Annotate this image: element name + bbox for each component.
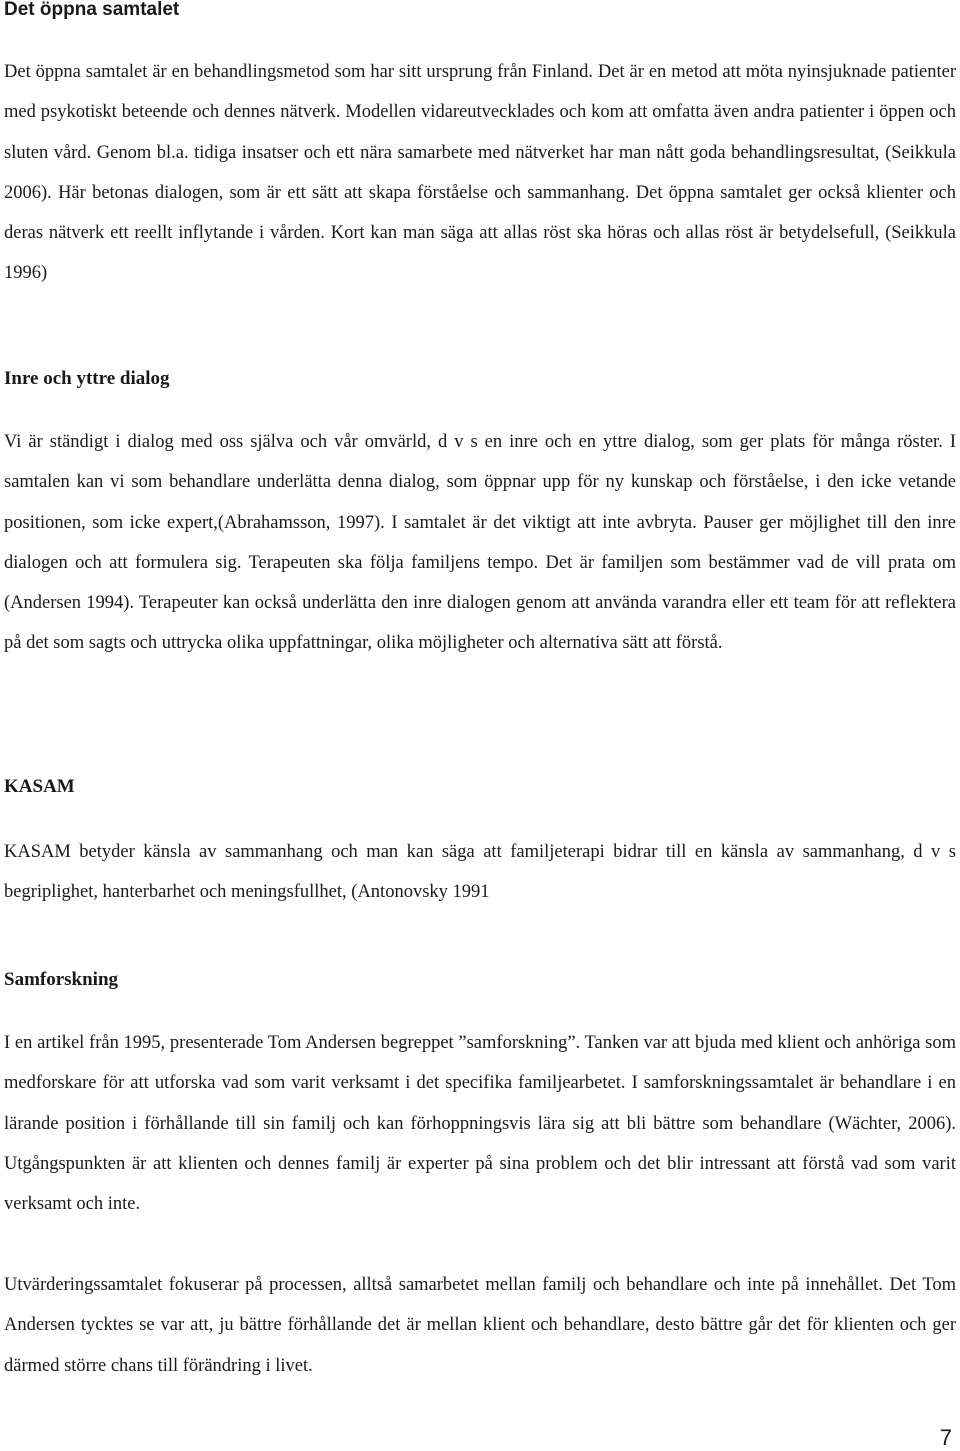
paragraph-samforskning: I en artikel från 1995, presenterade Tom Andersen begreppet ”samforskning”. Tanken var att bjuda med klient och anhöriga som medforskare för att utforska vad som varit verksamt i det specifika familjearbetet. I samforskningssamtalet är behandlare i en lärande position i förhållande till sin familj och kan förhoppningsvis lära sig att bli bättre som behandlare (Wächter, 2006). Utgångspunkten är att klienten och dennes familj är experter på sina problem och det blir intressant att förstå vad som varit verksamt och inte.	[4, 1033, 956, 1215]
section-heading-kasam: KASAM	[4, 776, 75, 797]
section-heading-det-oppna-samtalet: Det öppna samtalet	[4, 0, 180, 20]
document-page	[4, 0, 956, 1451]
page-number: 7	[939, 1425, 952, 1450]
section-heading-samforskning: Samforskning	[4, 969, 119, 990]
paragraph-utvarderingssamtalet: Utvärderingssamtalet fokuserar på processen, alltså samarbetet mellan familj och behandlare och inte på innehållet. Det Tom Andersen tycktes se var att, ju bättre förhållande det är mellan klient och behandlare, desto bättre går det för klienten och ger därmed större chans till förändring i livet.	[4, 1275, 956, 1376]
paragraph-det-oppna-samtalet: Det öppna samtalet är en behandlingsmetod som har sitt ursprung från Finland. Det är en metod att möta nyinsjuknade patienter med psykotiskt beteende och dennes nätverk. Modellen vidareutvecklades och kom att omfatta även andra patienter i öppen och sluten vård. Genom bl.a. tidiga insatser och ett nära samarbete med nätverket har man nått goda behandlingsresultat, (Seikkula 2006). Här betonas dialogen, som är ett sätt att skapa förståelse och sammanhang. Det öppna samtalet ger också klienter och deras nätverk ett reellt inflytande i vården. Kort kan man säga att allas röst ska höras och allas röst är betydelsefull, (Seikkula 1996)	[4, 62, 956, 284]
paragraph-inre-och-yttre-dialog: Vi är ständigt i dialog med oss själva och vår omvärld, d v s en inre och en yttre dialog, som ger plats för många röster. I samtalen kan vi som behandlare underlätta denna dialog, som öppnar upp för ny kunskap och förståelse, i den icke vetande positionen, som icke expert,(Abrahamsson, 1997). I samtalet är det viktigt att inte avbryta. Pauser ger möjlighet till den inre dialogen och att formulera sig. Terapeuten ska följa familjens tempo. Det är familjen som bestämmer vad de vill prata om (Andersen 1994). Terapeuter kan också underlätta den inre dialogen genom att använda varandra eller ett team för att reflektera på det som sagts och uttrycka olika uppfattningar, olika möjligheter och alternativa sätt att förstå.	[4, 432, 956, 654]
section-heading-inre-och-yttre-dialog: Inre och yttre dialog	[4, 368, 170, 389]
paragraph-kasam: KASAM betyder känsla av sammanhang och man kan säga att familjeterapi bidrar till en känsla av sammanhang, d v s begriplighet, hanterbarhet och meningsfullhet, (Antonovsky 1991	[4, 842, 956, 903]
